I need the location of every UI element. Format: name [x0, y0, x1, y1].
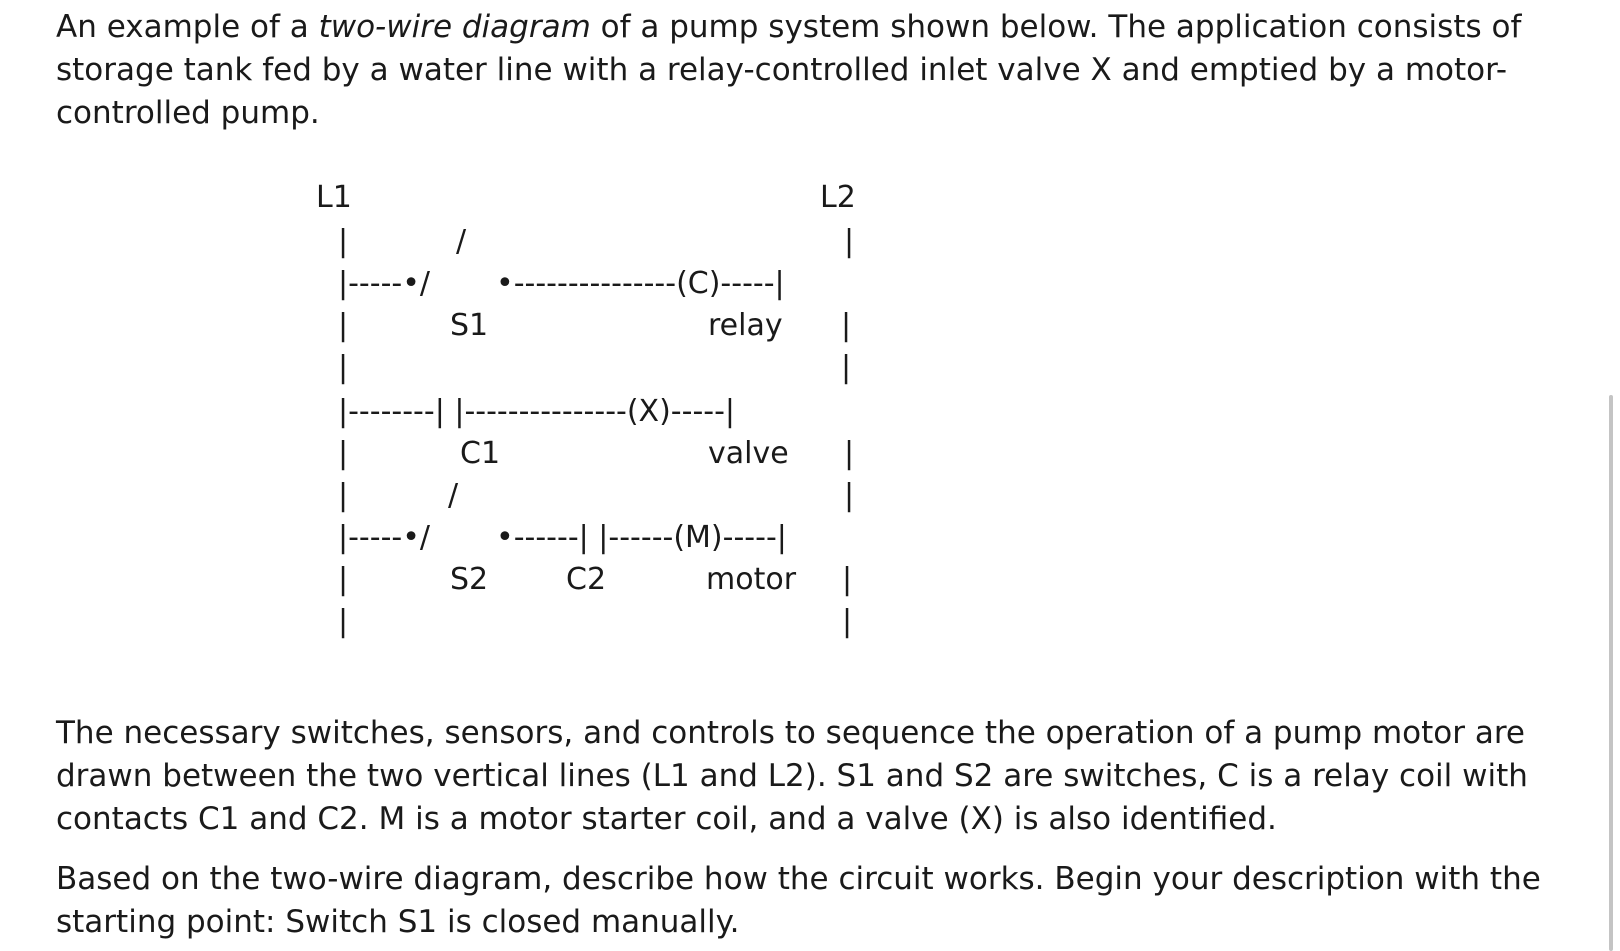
explanation-paragraph: The necessary switches, sensors, and controls to sequence the operation of a pump motor are drawn between the two vertical lines (L1 and L2). S1 and S2 are switches, C is a relay coil with contacts C1 and C2. M is a motor starter coil, and a valve (X) is also identified.	[56, 715, 1528, 837]
label-valve: valve	[708, 436, 789, 471]
rail-l1-segment: |	[338, 562, 349, 597]
intro-emphasis: two-wire diagram	[318, 9, 591, 45]
rung3-left-wire: |-----•/	[338, 520, 431, 555]
label-relay: relay	[708, 308, 783, 343]
vertical-scrollbar[interactable]	[1609, 395, 1613, 951]
label-l1: L1	[316, 180, 352, 215]
rail-l2-segment: |	[842, 604, 853, 639]
rail-l1-segment: |	[338, 308, 349, 343]
rail-l2-segment: |	[842, 562, 853, 597]
rail-l2-segment: |	[844, 224, 855, 259]
rung3-right-wire: •------| |------(M)-----|	[496, 520, 787, 555]
intro-text-1: An example of a	[56, 9, 319, 45]
label-c1: C1	[460, 436, 501, 471]
rung1-right-wire: •---------------(C)-----|	[496, 266, 785, 301]
rail-l1-segment: |	[338, 224, 349, 259]
rail-l2-segment: |	[844, 478, 855, 513]
rung2-wire: |--------| |---------------(X)-----|	[338, 394, 736, 429]
rail-l1-segment: |	[338, 350, 349, 385]
rail-l1-segment: |	[338, 478, 349, 513]
rail-l2-segment: |	[844, 436, 855, 471]
rail-l1-segment: |	[338, 436, 349, 471]
label-s2: S2	[450, 562, 489, 597]
switch-s2-lever: /	[448, 478, 459, 513]
rung1-left-wire: |-----•/	[338, 266, 431, 301]
label-motor: motor	[706, 562, 797, 597]
question-paragraph: Based on the two-wire diagram, describe how the circuit works. Begin your description with the starting point: Switch S1 is closed manually.	[56, 861, 1541, 940]
rail-l2-segment: |	[841, 350, 852, 385]
label-s1: S1	[450, 308, 489, 343]
intro-text-2: of a pump system shown below. The application consists of storage tank fed by a water line with a relay-controlled inlet valve X and emptied by a motor-controlled pump.	[56, 9, 1522, 131]
rail-l1-segment: |	[338, 604, 349, 639]
switch-s1-lever: /	[456, 224, 467, 259]
rail-l2-segment: |	[841, 308, 852, 343]
label-c2: C2	[566, 562, 607, 597]
label-l2: L2	[820, 180, 856, 215]
intro-paragraph	[56, 6, 1576, 135]
